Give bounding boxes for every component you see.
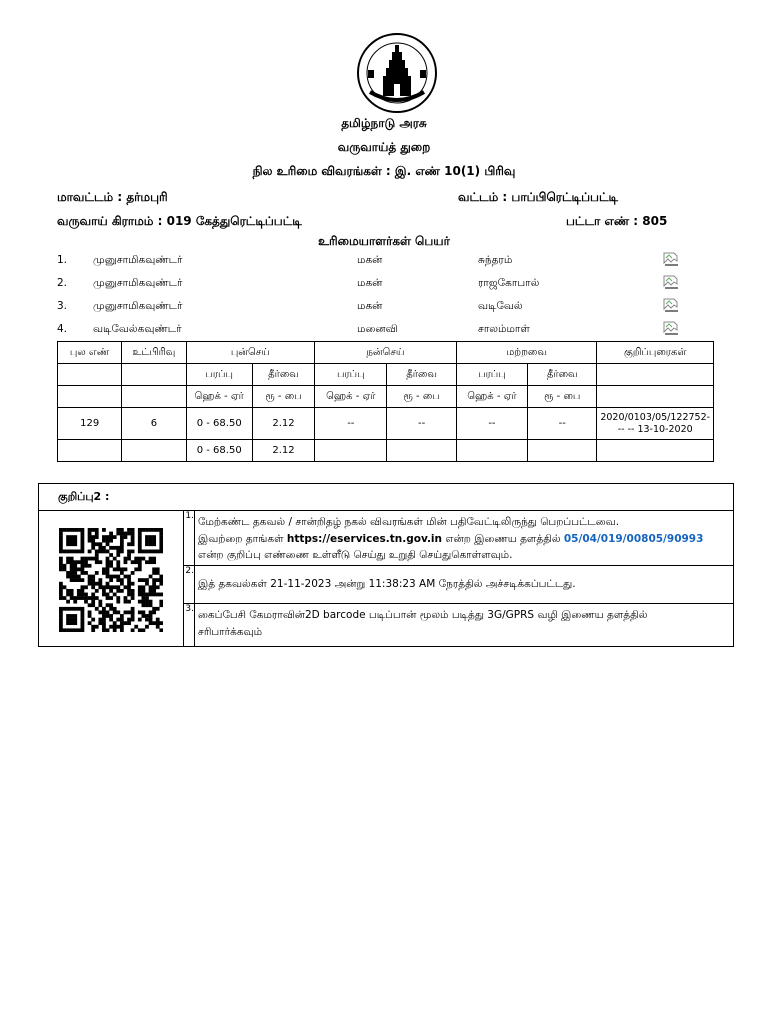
owner-relative: சாலம்மாள் <box>478 323 530 335</box>
broken-image-icon <box>662 275 680 291</box>
unit-area: ஹெக் - ஏர் <box>456 386 527 408</box>
header-survey-no: புல எண் <box>58 342 122 364</box>
reference-number-link[interactable]: 05/04/019/00805/90993 <box>563 532 704 545</box>
eservices-url[interactable]: https://eservices.tn.gov.in <box>286 532 443 545</box>
header-tax: தீர்வை <box>528 364 597 386</box>
note-number: 3. <box>184 604 195 646</box>
cell-others-tax: -- <box>528 408 597 440</box>
note-item <box>184 566 733 604</box>
broken-image-icon <box>662 321 680 337</box>
owner-name: வடிவேல்கவுண்டர் <box>93 323 182 335</box>
note-line: கைப்பேசி கேமராவின்2D barcode படிப்பான் மூலம் படித்து 3G/GPRS வழி இணைய தளத்தில் <box>198 609 648 621</box>
note-item <box>184 604 733 646</box>
total-punsei-area: 0 - 68.50 <box>186 440 252 462</box>
notes-title: குறிப்பு2 : <box>58 490 110 503</box>
document-title: நில உரிமை விவரங்கள் : இ. எண் 10(1) பிரிவு <box>252 164 516 178</box>
note-text-part: என்ற இணைய தளத்தில் <box>442 532 564 545</box>
note-text-part: இவற்றை தாங்கள் <box>198 532 287 545</box>
owner-relation: மகன் <box>357 300 383 312</box>
unit-tax: ரூ - பை <box>387 386 456 408</box>
header-tax: தீர்வை <box>252 364 314 386</box>
header-tax: தீர்வை <box>387 364 456 386</box>
owner-relation: மகன் <box>357 277 383 289</box>
header-punsei: புன்செய் <box>186 342 315 364</box>
owner-number: 4. <box>57 323 68 335</box>
table-subheader-row <box>58 364 714 386</box>
owner-relative: ராஜகோபால் <box>478 277 540 289</box>
owner-relative: சுந்தரம் <box>478 254 513 266</box>
table-header-row <box>58 342 714 364</box>
note-line: மேற்கண்ட தகவல் / சான்றிதழ் நகல் விவரங்கள் மின் பதிவேட்டிலிருந்து பெறப்பட்டவை. <box>198 516 620 528</box>
table-row <box>58 408 714 440</box>
owner-relative: வடிவேல் <box>478 300 523 312</box>
header-area: பரப்பு <box>186 364 252 386</box>
total-punsei-tax: 2.12 <box>252 440 314 462</box>
taluk-field: வட்டம் : பாப்பிரெட்டிப்பட்டி <box>458 190 619 204</box>
note-text: இத் தகவல்கள் 21-11-2023 அன்று 11:38:23 AM நேரத்தில் அச்சடிக்கப்பட்டது. <box>198 578 576 590</box>
cell-subdivision: 6 <box>122 408 186 440</box>
owner-name: முனுசாமிகவுண்டர் <box>93 254 183 266</box>
unit-area: ஹெக் - ஏர் <box>315 386 387 408</box>
remarks-line: -- -- 13-10-2020 <box>617 423 693 435</box>
note-line: சரிபார்க்கவும் <box>198 625 263 638</box>
qr-code-cell <box>39 511 184 646</box>
note-line <box>198 531 728 548</box>
owner-row <box>57 277 697 297</box>
owner-row <box>57 300 697 320</box>
cell-nansei-area: -- <box>315 408 387 440</box>
header-area: பரப்பு <box>315 364 387 386</box>
owner-number: 1. <box>57 254 68 266</box>
government-name: தமிழ்நாடு அரசு <box>341 116 427 130</box>
remarks-line: 2020/0103/05/122752- <box>600 411 711 423</box>
cell-remarks <box>597 408 714 440</box>
note-line: என்ற குறிப்பு எண்ணை உள்ளீடு செய்து உறுதி செய்துகொள்ளவும். <box>198 549 513 561</box>
qr-code <box>59 528 163 632</box>
unit-area: ஹெக் - ஏர் <box>186 386 252 408</box>
note-number: 1. <box>184 511 195 565</box>
owner-row <box>57 323 697 343</box>
owner-row <box>57 254 697 274</box>
owner-number: 3. <box>57 300 68 312</box>
note-number: 2. <box>184 566 195 603</box>
notes-section <box>38 483 734 647</box>
patta-number-field: பட்டா எண் : 805 <box>566 214 668 228</box>
cell-others-area: -- <box>456 408 527 440</box>
header-others: மற்றவை <box>456 342 597 364</box>
note-item <box>184 511 733 566</box>
broken-image-icon <box>662 298 680 314</box>
table-total-row <box>58 440 714 462</box>
owner-relation: மகன் <box>357 254 383 266</box>
note-text <box>198 607 728 640</box>
department-name: வருவாய்த் துறை <box>337 140 431 154</box>
district-field: மாவட்டம் : தர்மபுரி <box>57 190 168 204</box>
note-text <box>198 514 728 564</box>
village-field: வருவாய் கிராமம் : 019 கேத்துரெட்டிப்பட்டி <box>57 214 302 228</box>
header-remarks: குறிப்புரைகள் <box>597 342 714 364</box>
unit-tax: ரூ - பை <box>528 386 597 408</box>
cell-nansei-tax: -- <box>387 408 456 440</box>
owner-number: 2. <box>57 277 68 289</box>
cell-punsei-tax: 2.12 <box>252 408 314 440</box>
owner-name: முனுசாமிகவுண்டர் <box>93 277 183 289</box>
tamil-nadu-emblem <box>356 32 438 114</box>
header-nansei: நன்செய் <box>315 342 457 364</box>
cell-punsei-area: 0 - 68.50 <box>186 408 252 440</box>
owner-name: முனுசாமிகவுண்டர் <box>93 300 183 312</box>
header-area: பரப்பு <box>456 364 527 386</box>
table-unit-row <box>58 386 714 408</box>
land-details-table <box>57 341 714 462</box>
broken-image-icon <box>662 252 680 268</box>
owners-heading: உரிமையாளர்கள் பெயர் <box>318 234 450 248</box>
cell-survey-no: 129 <box>58 408 122 440</box>
unit-tax: ரூ - பை <box>252 386 314 408</box>
notes-header <box>39 484 733 511</box>
header-subdivision: உட்பிரிவு <box>122 342 186 364</box>
owner-relation: மனைவி <box>357 323 398 335</box>
